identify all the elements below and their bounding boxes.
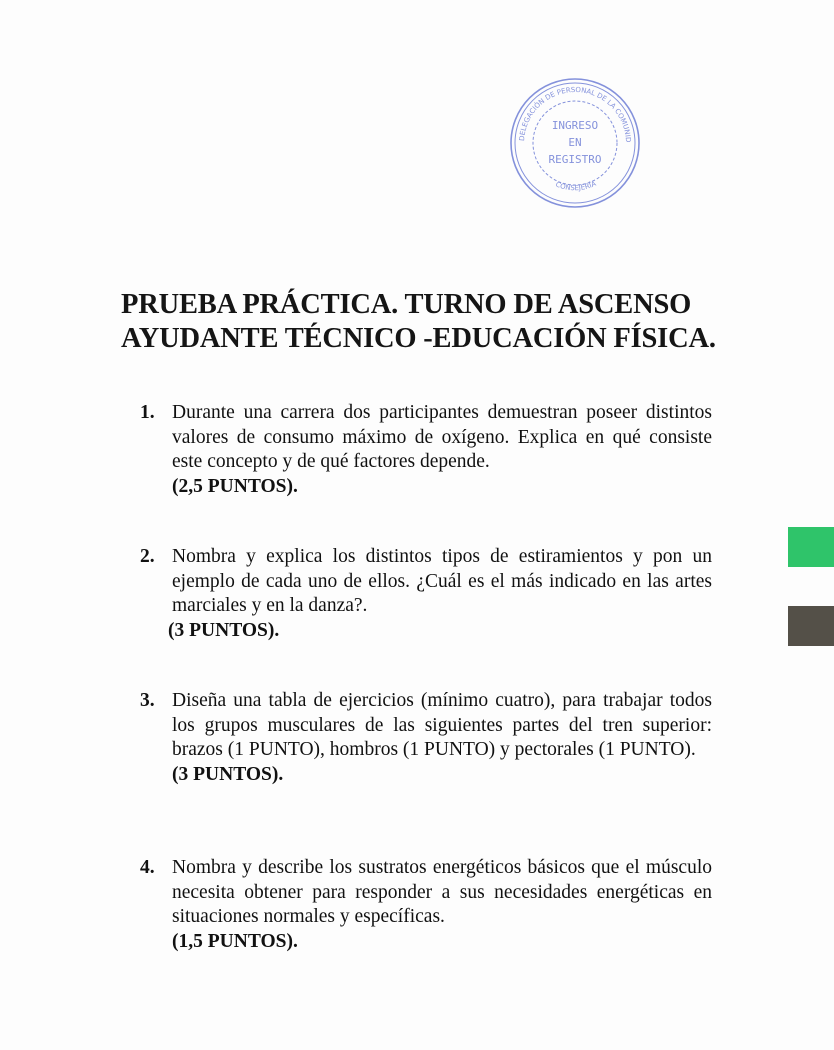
question-number: 3. bbox=[140, 690, 155, 711]
question-points: (3 PUNTOS). bbox=[172, 763, 284, 785]
svg-text:DELEGACIÓN DE PERSONAL DE LA C bbox=[506, 74, 632, 143]
title-line-1: PRUEBA PRÁCTICA. TURNO DE ASCENSO bbox=[121, 289, 692, 320]
stamp-line-1: INGRESO bbox=[551, 119, 599, 132]
question-number: 2. bbox=[140, 546, 155, 567]
question-1 bbox=[140, 401, 712, 499]
question-text: Durante una carrera dos participantes demuestran poseer distintos valores de consumo máximo de oxígeno. Explica en qué consiste este concepto y de qué factores depende. bbox=[172, 402, 712, 472]
question-points: (1,5 PUNTOS). bbox=[172, 930, 298, 952]
question-text: Nombra y explica los distintos tipos de estiramientos y pon un ejemplo de cada uno de ellos. ¿Cuál es el más indicado en las artes marciales y en la danza?. bbox=[172, 546, 712, 616]
stamp-ring-text-top: DELEGACIÓN DE PERSONAL DE LA COMUNID bbox=[517, 85, 633, 143]
registry-stamp bbox=[506, 74, 644, 212]
question-text: Diseña una tabla de ejercicios (mínimo cuatro), para trabajar todos los grupos musculares de las siguientes partes del tren superior: brazos (1 PUNTO), hombros (1 PUNTO) y pectorales (1 PUNTO). bbox=[172, 690, 712, 760]
title-line-2: AYUDANTE TÉCNICO -EDUCACIÓN FÍSICA. bbox=[121, 323, 716, 354]
stamp-line-3: REGISTRO bbox=[548, 153, 602, 166]
stamp-line-2: EN bbox=[568, 136, 582, 149]
question-points: (2,5 PUNTOS). bbox=[172, 475, 298, 497]
question-points: (3 PUNTOS). bbox=[168, 619, 280, 641]
green-edge-tab bbox=[788, 527, 834, 567]
stamp-ring-text-bottom: CONSEJERÍA bbox=[554, 179, 598, 193]
exam-title bbox=[121, 288, 761, 356]
svg-text:CONSEJERÍA bbox=[554, 180, 597, 193]
question-3 bbox=[140, 689, 712, 787]
gray-edge-tab bbox=[788, 606, 834, 646]
question-text: Nombra y describe los sustratos energéticos básicos que el músculo necesita obtener para responder a sus necesidades energéticas en situaciones normales y específicas. bbox=[172, 857, 712, 927]
question-number: 1. bbox=[140, 402, 155, 423]
question-number: 4. bbox=[140, 857, 155, 878]
question-2 bbox=[140, 545, 712, 643]
question-4 bbox=[140, 856, 712, 954]
